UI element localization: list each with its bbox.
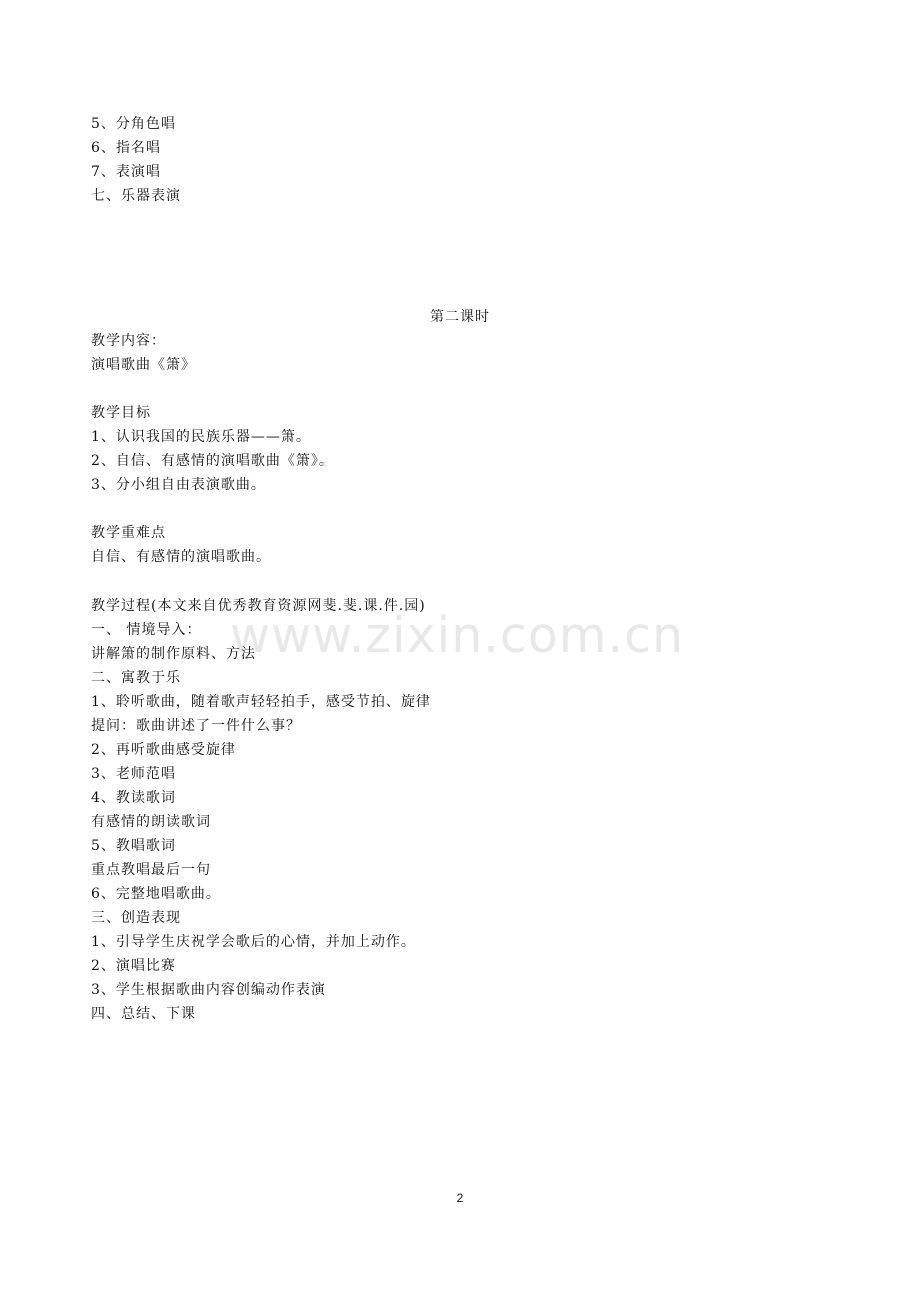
goal-item: 1、认识我国的民族乐器——箫。: [91, 429, 311, 445]
page-number: 2: [456, 1191, 464, 1205]
process-item: 四、总结、下课: [91, 1006, 196, 1022]
list-item: 5、分角色唱: [91, 116, 176, 132]
process-item: 1、引导学生庆祝学会歌后的心情，并加上动作。: [91, 934, 416, 950]
section-heading: 七、乐器表演: [91, 188, 181, 204]
process-item: 1、聆听歌曲，随着歌声轻轻拍手，感受节拍、旋律: [91, 694, 431, 710]
process-item: 4、教读歌词: [91, 790, 176, 806]
process-item: 三、创造表现: [91, 910, 181, 926]
lesson-title: 第二课时: [430, 309, 490, 325]
process-item: 3、老师范唱: [91, 766, 176, 782]
process-item: 2、再听歌曲感受旋律: [91, 742, 236, 758]
process-item: 6、完整地唱歌曲。: [91, 886, 221, 902]
goals-heading: 教学目标: [91, 405, 151, 421]
process-item: 二、寓教于乐: [91, 670, 181, 686]
list-item: 6、指名唱: [91, 140, 161, 156]
process-item: 重点教唱最后一句: [91, 862, 211, 878]
watermark: www.zixin.com.cn: [230, 607, 685, 664]
goal-item: 2、自信、有感情的演唱歌曲《箫》。: [91, 453, 334, 469]
process-item: 5、教唱歌词: [91, 838, 176, 854]
key-heading: 教学重难点: [91, 525, 166, 541]
process-item: 提问：歌曲讲述了一件什么事？: [91, 718, 301, 734]
process-item: 有感情的朗读歌词: [91, 814, 211, 830]
process-item: 一、 情境导入：: [91, 622, 202, 638]
content-text: 演唱歌曲《箫》: [91, 357, 196, 373]
process-item: 讲解箫的制作原料、方法: [91, 646, 256, 662]
process-heading: 教学过程(本文来自优秀教育资源网斐.斐.课.件.园): [91, 598, 426, 614]
process-item: 2、演唱比赛: [91, 958, 176, 974]
process-item: 3、学生根据歌曲内容创编动作表演: [91, 982, 326, 998]
goal-item: 3、分小组自由表演歌曲。: [91, 477, 266, 493]
key-text: 自信、有感情的演唱歌曲。: [91, 549, 271, 565]
list-item: 7、表演唱: [91, 164, 161, 180]
content-heading: 教学内容：: [91, 333, 166, 349]
